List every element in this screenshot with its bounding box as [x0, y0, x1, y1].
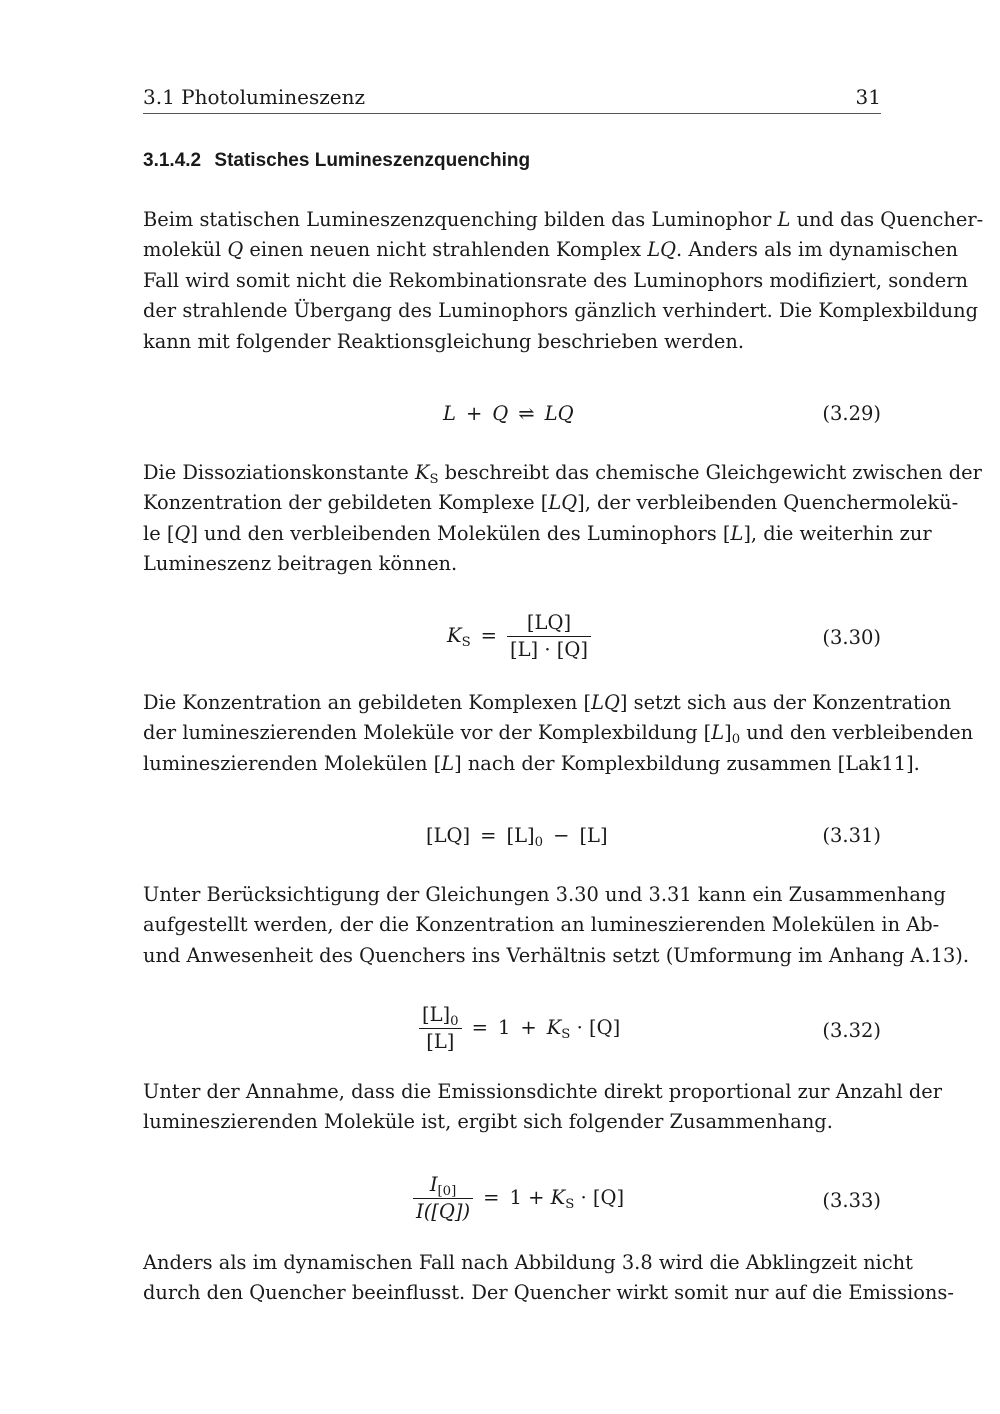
minus-sign: − [553, 824, 570, 847]
plus-sign: + [520, 1016, 537, 1039]
equation-number: (3.32) [822, 1019, 881, 1042]
paragraph-line: lumineszierenden Moleküle ist, ergibt sich folgender Zusammenhang. [143, 1110, 833, 1134]
equation-number: (3.31) [822, 824, 881, 847]
equation-number: (3.29) [822, 402, 881, 425]
equals-sign: = [471, 1016, 488, 1039]
paragraph-line: molekül Q einen neuen nicht strahlenden Komplex LQ. Anders als im dynamischen [143, 238, 959, 262]
intensity-iq: I([Q]) [416, 1200, 471, 1223]
intensity-i: I [429, 1173, 438, 1196]
equilibrium-arrow: ⇌ [518, 402, 535, 425]
paragraph-emission [143, 1077, 942, 1138]
subsection-number: 3.1.4.2 [143, 150, 202, 171]
fraction-denominator [413, 1199, 473, 1225]
equation-number: (3.30) [822, 626, 881, 649]
fraction-denominator: [L] · [Q] [510, 638, 588, 661]
fraction-numerator: [LQ] [507, 610, 591, 637]
paragraph-line: Konzentration der gebildeten Komplexe [LQ], der verbleibenden Quenchermolekü- [143, 491, 959, 515]
header-section-title: 3.1 Photolumineszenz [143, 85, 366, 109]
paragraph-dissociation [143, 458, 982, 580]
paragraph-line: und Anwesenheit des Quenchers ins Verhältnis setzt (Umformung im Anhang A.13). [143, 943, 970, 967]
plus-sign: + [465, 402, 483, 425]
subscript-s: S [561, 1026, 571, 1042]
l0-bracket: [L] [506, 824, 535, 847]
symbol-lq: LQ [544, 402, 574, 425]
paragraph-line: der lumineszierenden Moleküle vor der Komplexbildung $[L]_0$ und den verbleibenden [143, 721, 974, 748]
l-bracket: [L] [579, 824, 608, 847]
subscript-0: [0] [437, 1183, 457, 1199]
one: 1 [497, 1016, 511, 1039]
page-number: 31 [855, 85, 881, 109]
subsection-heading [143, 150, 530, 172]
paragraph-line: kann mit folgender Reaktionsgleichung beschrieben werden. [143, 329, 744, 353]
paragraph-line: lumineszierenden Molekülen [L] nach der Komplexbildung zusammen [Lak11]. [143, 751, 920, 775]
dot-operator: · [576, 1016, 583, 1039]
q-bracket: [Q] [588, 1016, 621, 1039]
subsection-title: Statisches Lumineszenzquenching [214, 150, 531, 171]
symbol-k: K [447, 624, 462, 647]
paragraph-line: Die Konzentration an gebildeten Komplexen [LQ] setzt sich aus der Konzentration [143, 691, 952, 714]
paragraph-decay [143, 1248, 954, 1309]
paragraph-line: le [Q] und den verbleibenden Molekülen des Luminophors [L], die weiterhin zur [143, 521, 932, 545]
numerator-l: [L] [422, 1003, 451, 1026]
paragraph-line: Unter Berücksichtigung der Gleichungen 3.30 und 3.31 kann ein Zusammenhang [143, 883, 946, 906]
symbol-k: K [546, 1016, 562, 1039]
equation-3-30 [143, 610, 881, 670]
fraction-denominator: [L] [426, 1030, 455, 1053]
paragraph-line: Unter der Annahme, dass die Emissionsdichte direkt proportional zur Anzahl der [143, 1080, 942, 1103]
paragraph-line: der strahlende Übergang des Luminophors gänzlich verhindert. Die Komplexbildung [143, 299, 979, 323]
fraction [507, 610, 591, 663]
subscript-s: S [565, 1196, 575, 1212]
paragraph-line: Die Dissoziationskonstante $K_S$ beschreibt das chemische Gleichgewicht zwischen der [143, 461, 982, 487]
subscript-s: S [461, 634, 471, 650]
subscript-0: 0 [534, 834, 544, 850]
symbol-q: Q [492, 402, 509, 425]
subscript-0: 0 [450, 1013, 459, 1029]
paragraph-line: Beim statischen Lumineszenzquenching bilden das Luminophor L und das Quencher- [143, 208, 984, 231]
q-bracket: [Q] [592, 1186, 625, 1209]
equation-3-33 [143, 1172, 881, 1232]
fraction-numerator [419, 1002, 462, 1029]
equation-3-32 [143, 1002, 881, 1062]
lq-bracket: [LQ] [426, 824, 471, 847]
equals-sign: = [483, 1186, 500, 1209]
paragraph-relation [143, 880, 970, 971]
fraction [419, 1002, 462, 1055]
paragraph-line: durch den Quencher beeinflusst. Der Quencher wirkt somit nur auf die Emissions- [143, 1281, 954, 1305]
symbol-k: K [550, 1186, 566, 1209]
paragraph-line: Anders als im dynamischen Fall nach Abbildung 3.8 wird die Abklingzeit nicht [143, 1251, 913, 1274]
fraction [413, 1172, 473, 1225]
equation-number: (3.33) [822, 1189, 881, 1212]
fraction-numerator [413, 1172, 473, 1199]
paragraph-intro [143, 205, 984, 357]
paragraph-line: Lumineszenz beitragen können. [143, 552, 458, 576]
paragraph-concentration [143, 688, 974, 779]
paragraph-line: Fall wird somit nicht die Rekombinationsrate des Luminophors modifiziert, sondern [143, 268, 968, 292]
one-plus: 1 + [509, 1186, 545, 1209]
dot-operator: · [580, 1186, 587, 1209]
paragraph-line: aufgestellt werden, der die Konzentration an lumineszierenden Molekülen in Ab- [143, 913, 940, 937]
equals-sign: = [480, 824, 497, 847]
symbol-l: L [443, 402, 456, 425]
equals-sign: = [480, 624, 497, 647]
header-rule [143, 113, 881, 114]
